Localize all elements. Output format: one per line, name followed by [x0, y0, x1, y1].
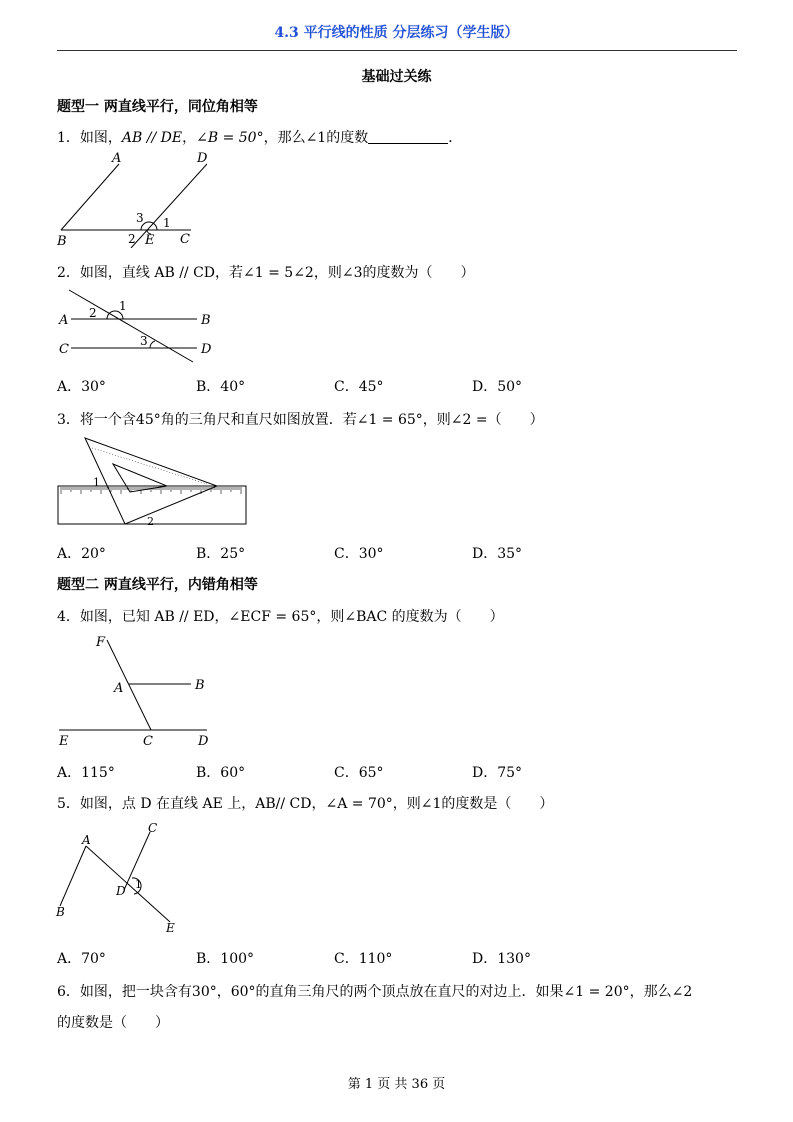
q5-label-A: A	[82, 833, 91, 847]
q1-end: ．	[448, 130, 463, 146]
header-divider	[57, 50, 737, 51]
q2-option-c[interactable]: C．45°	[334, 379, 384, 395]
question-2: 2．如图，直线 AB // CD，若∠1 = 5∠2，则∠3的度数为（ ）	[57, 265, 475, 281]
q5-label-C: C	[148, 821, 158, 835]
q3-option-b[interactable]: B．25°	[196, 546, 246, 562]
question-6-line-1: 6．如图，把一块含有30°，60°的直角三角尺的两个顶点放在直尺的对边上．如果∠1 = 20°，那么∠2	[57, 984, 693, 1000]
page-footer: 第 1 页 共 36 页	[347, 1077, 446, 1092]
q1-label-C: C	[180, 232, 190, 247]
q3-option-a[interactable]: A．20°	[57, 546, 106, 562]
type-heading-2: 题型二 两直线平行，内错角相等	[57, 577, 258, 593]
q4-option-a[interactable]: A．115°	[57, 765, 115, 781]
q5-option-d[interactable]: D．130°	[472, 951, 531, 967]
q5-option-b[interactable]: B．100°	[196, 951, 255, 967]
q4-label-B: B	[195, 678, 205, 693]
q1-label-1: 1	[163, 216, 171, 230]
q5-option-a[interactable]: A．70°	[57, 951, 106, 967]
q5-label-B: B	[56, 905, 65, 919]
q4-label-C: C	[143, 734, 153, 749]
q1-label-2: 2	[128, 232, 136, 246]
q2-figure	[57, 286, 227, 366]
q3-option-d[interactable]: D．35°	[472, 546, 523, 562]
q2-label-B: B	[201, 313, 211, 328]
q1-answer-blank[interactable]	[368, 130, 448, 144]
q4-label-A: A	[114, 681, 124, 696]
q5-label-1: 1	[135, 878, 142, 891]
q3-label-1: 1	[93, 476, 100, 489]
question-1	[57, 127, 462, 147]
q5-figure	[52, 818, 192, 938]
q1-label-E: E	[145, 233, 155, 248]
q4-label-F: F	[96, 635, 106, 650]
q3-figure	[55, 434, 250, 529]
q4-option-d[interactable]: D．75°	[472, 765, 523, 781]
type-heading-1: 题型一 两直线平行，同位角相等	[57, 99, 258, 115]
q2-label-C: C	[59, 342, 69, 357]
q2-label-1: 1	[119, 299, 127, 313]
section-title: 基础过关练	[361, 69, 432, 85]
q1-label-D: D	[197, 151, 207, 166]
q2-option-a[interactable]: A．30°	[57, 379, 106, 395]
q4-figure	[55, 632, 225, 752]
q4-option-c[interactable]: C．65°	[334, 765, 384, 781]
q1-label-A: A	[112, 151, 122, 166]
q3-label-2: 2	[147, 515, 154, 528]
q2-option-b[interactable]: B．40°	[196, 379, 246, 395]
q1-expr-parallel: AB // DE	[121, 130, 183, 146]
q1-figure	[57, 148, 207, 248]
q1-label-B: B	[57, 234, 67, 248]
q1-sep: ，	[182, 130, 197, 146]
q4-option-b[interactable]: B．60°	[196, 765, 246, 781]
q1-expr-angle: ∠B = 50°	[196, 130, 264, 146]
document-title: 4.3 平行线的性质 分层练习（学生版）	[274, 25, 519, 41]
question-5: 5．如图，点 D 在直线 AE 上，AB// CD，∠A = 70°，则∠1的度数是（ ）	[57, 796, 554, 812]
q2-label-A: A	[59, 313, 69, 328]
q5-label-E: E	[166, 921, 175, 935]
q5-label-D: D	[116, 884, 126, 898]
question-4: 4．如图，已知 AB // ED，∠ECF = 65°，则∠BAC 的度数为（ ）	[57, 609, 504, 625]
question-3: 3．将一个含45°角的三角尺和直尺如图放置．若∠1 = 65°，则∠2 =（ ）	[57, 412, 544, 428]
q2-label-3: 3	[140, 334, 148, 348]
question-6-line-2: 的度数是（ ）	[57, 1015, 169, 1031]
q4-label-E: E	[59, 734, 69, 749]
q2-label-2: 2	[89, 306, 97, 320]
q3-option-c[interactable]: C．30°	[334, 546, 384, 562]
q4-label-D: D	[198, 734, 209, 749]
q1-tail: ，那么∠1的度数	[263, 130, 369, 146]
q1-label-3: 3	[136, 211, 144, 225]
q2-label-D: D	[201, 342, 212, 357]
q5-option-c[interactable]: C．110°	[334, 951, 393, 967]
q1-number: 1．如图，	[57, 130, 122, 146]
q2-option-d[interactable]: D．50°	[472, 379, 523, 395]
